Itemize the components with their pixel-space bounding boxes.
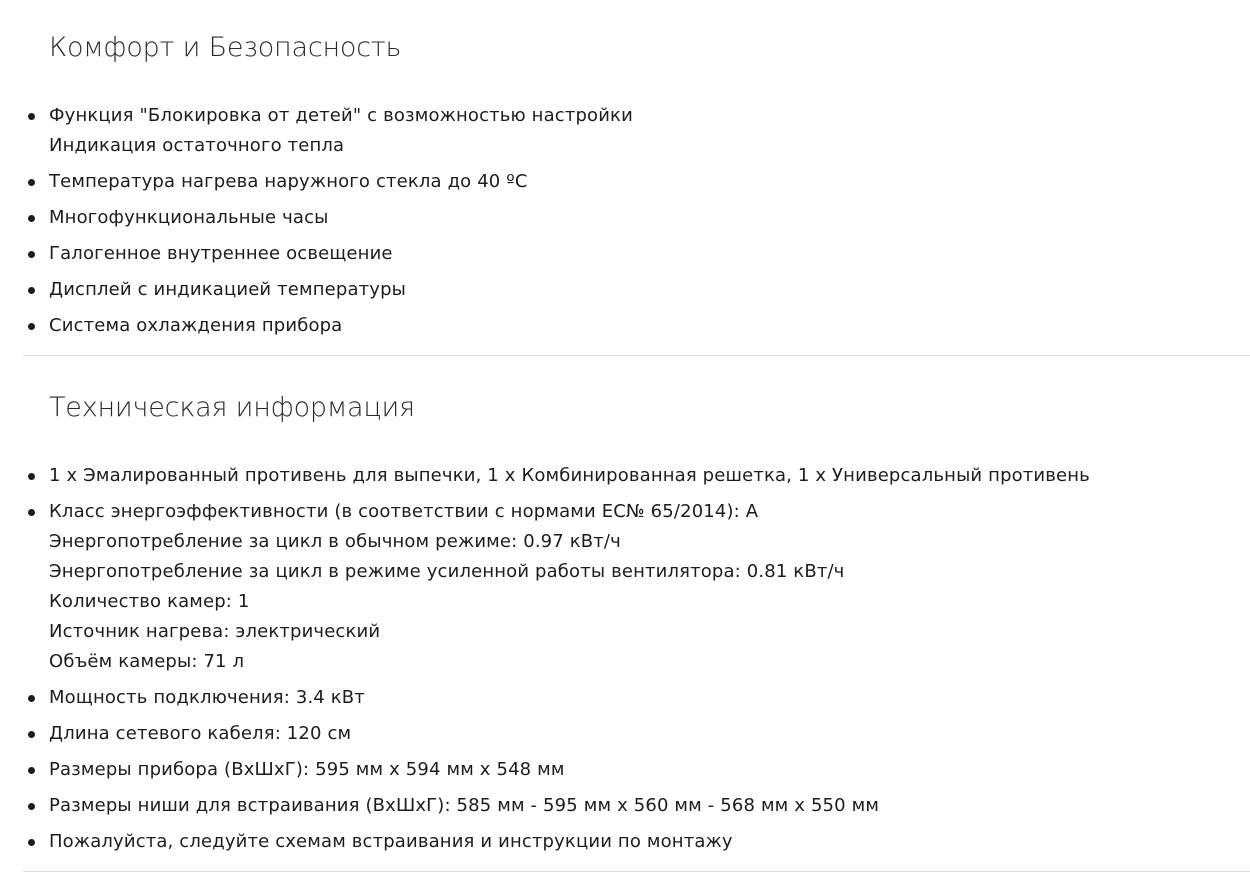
comfort-feature-item (0, 275, 633, 305)
spec-line-text: Мощность подключения: 3.4 кВт (49, 687, 365, 708)
spec-line-text: Размеры ниши для встраивания (ВхШхГ): 585 мм - 595 мм x 560 мм - 568 мм x 550 мм (49, 795, 880, 816)
comfort-feature-list (0, 101, 633, 347)
technical-spec-item (0, 497, 1090, 677)
technical-spec-list (0, 461, 1090, 863)
technical-section-title: Техническая информация (49, 392, 415, 423)
comfort-feature-item (0, 167, 633, 197)
comfort-feature-item (0, 101, 633, 161)
spec-line-text: Функция "Блокировка от детей" с возможностью настройки (49, 105, 633, 126)
comfort-feature-item (0, 239, 633, 269)
section-divider (23, 871, 1250, 872)
spec-line-text: Пожалуйста, следуйте схемам встраивания и инструкции по монтажу (49, 831, 733, 852)
technical-spec-item (0, 827, 1090, 857)
spec-line-text: Объём камеры: 71 л (49, 651, 245, 672)
technical-spec-item (0, 461, 1090, 491)
spec-line-text: Энергопотребление за цикл в обычном режиме: 0.97 кВт/ч (49, 531, 621, 552)
comfort-feature-item (0, 311, 633, 341)
spec-line-text: Энергопотребление за цикл в режиме усиленной работы вентилятора: 0.81 кВт/ч (49, 561, 845, 582)
technical-spec-item (0, 791, 1090, 821)
spec-line-text: Длина сетевого кабеля: 120 см (49, 723, 352, 744)
spec-line-text: Источник нагрева: электрический (49, 621, 381, 642)
spec-line-text: Индикация остаточного тепла (49, 135, 345, 156)
spec-line-text: Дисплей с индикацией температуры (49, 279, 407, 300)
comfort-section-title: Комфорт и Безопасность (49, 32, 402, 63)
spec-line-text: Класс энергоэффективности (в соответствии с нормами EC№ 65/2014): A (49, 501, 759, 522)
technical-spec-item (0, 719, 1090, 749)
technical-spec-item (0, 683, 1090, 713)
spec-line-text: Галогенное внутреннее освещение (49, 243, 393, 264)
spec-line-text: Размеры прибора (ВхШхГ): 595 мм x 594 мм x 548 мм (49, 759, 565, 780)
spec-line-text: 1 x Эмалированный противень для выпечки, 1 x Комбинированная решетка, 1 x Универсальный противень (49, 465, 1090, 486)
spec-line-text: Количество камер: 1 (49, 591, 250, 612)
spec-line-text: Многофункциональные часы (49, 207, 329, 228)
section-divider (23, 355, 1250, 356)
spec-line-text: Система охлаждения прибора (49, 315, 343, 336)
spec-line-text: Температура нагрева наружного стекла до 40 ºC (49, 171, 528, 192)
technical-spec-item (0, 755, 1090, 785)
comfort-feature-item (0, 203, 633, 233)
